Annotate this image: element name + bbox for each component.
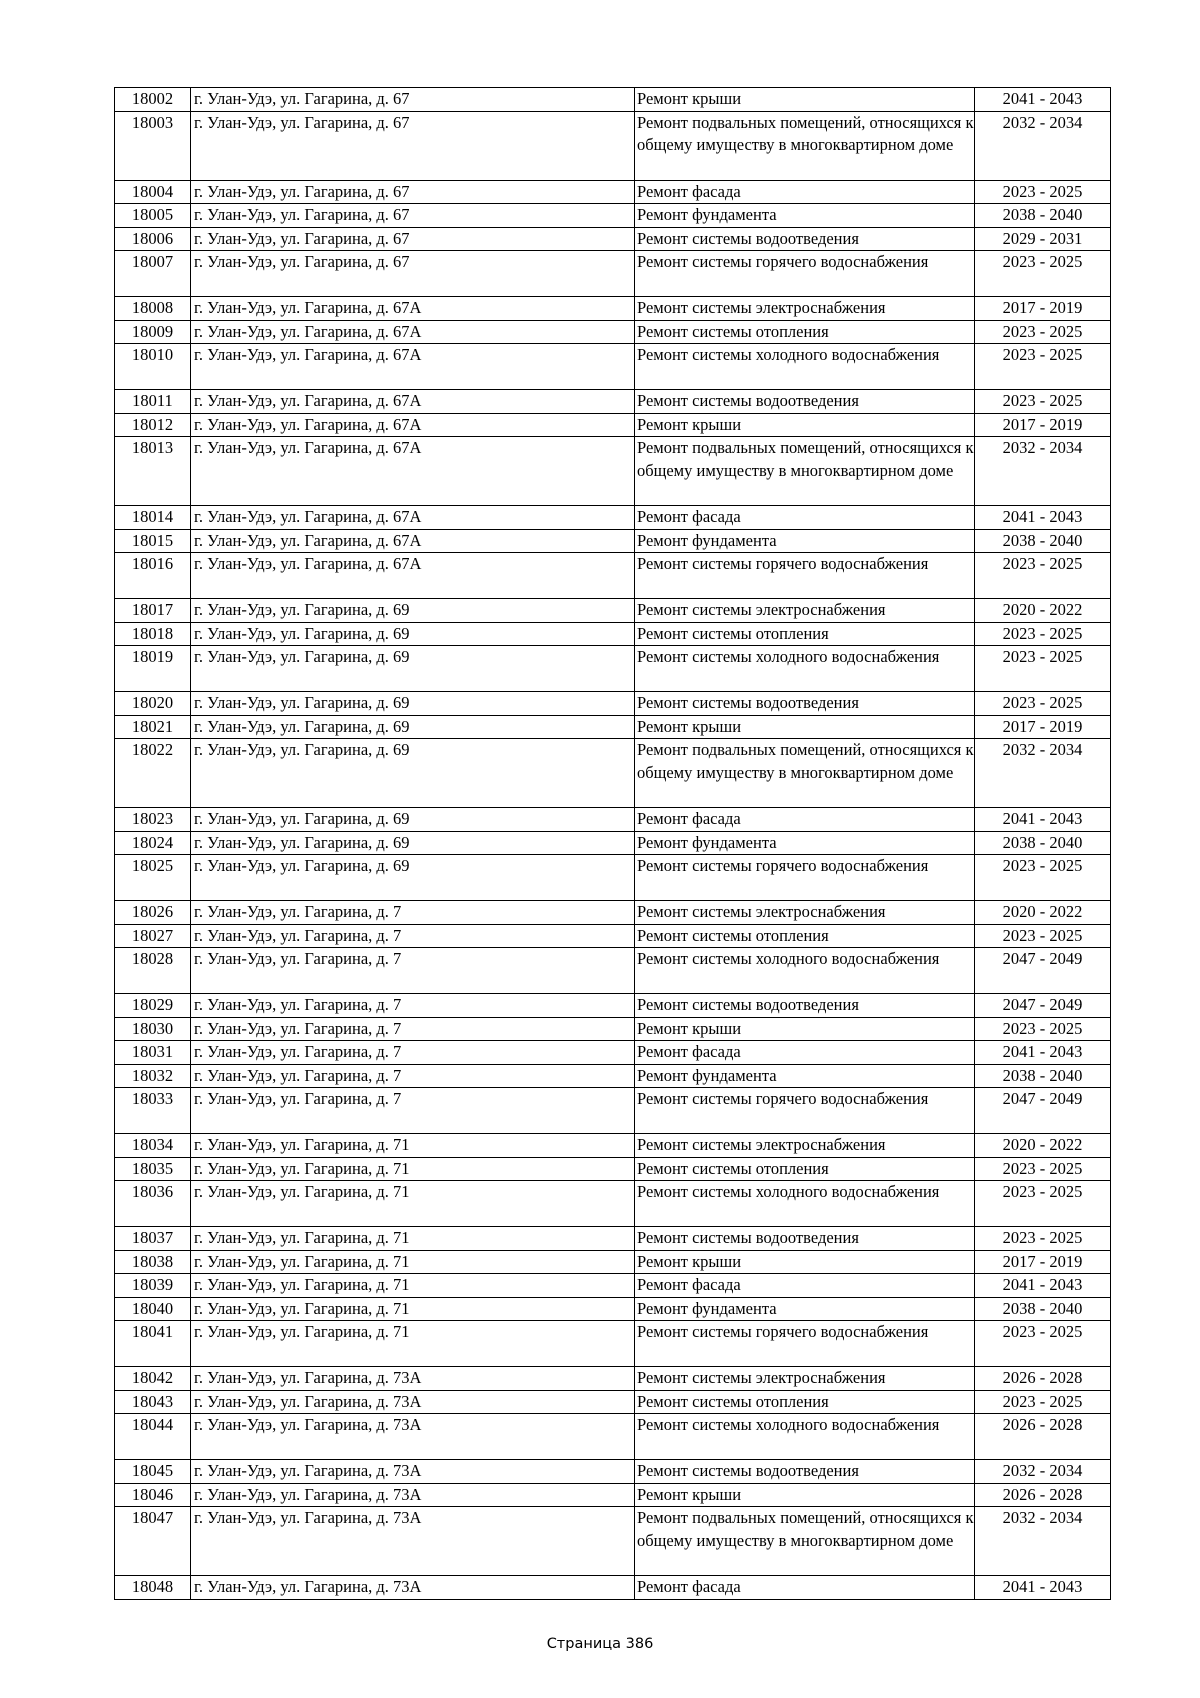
cell-work-type: Ремонт системы холодного водоснабжения bbox=[635, 948, 975, 994]
table-row bbox=[115, 553, 1111, 599]
cell-work-type: Ремонт системы водоотведения bbox=[635, 390, 975, 414]
cell-work-type: Ремонт системы холодного водоснабжения bbox=[635, 1414, 975, 1460]
cell-id: 18019 bbox=[115, 646, 191, 692]
cell-work-type: Ремонт фундамента bbox=[635, 1064, 975, 1088]
cell-work-type: Ремонт фасада bbox=[635, 1576, 975, 1600]
cell-address: г. Улан-Удэ, ул. Гагарина, д. 67 bbox=[191, 227, 635, 251]
cell-id: 18033 bbox=[115, 1088, 191, 1134]
table-row bbox=[115, 88, 1111, 112]
cell-period: 2023 - 2025 bbox=[975, 390, 1111, 414]
cell-address: г. Улан-Удэ, ул. Гагарина, д. 73А bbox=[191, 1576, 635, 1600]
cell-work-type: Ремонт системы отопления bbox=[635, 1157, 975, 1181]
cell-id: 18041 bbox=[115, 1321, 191, 1367]
cell-id: 18008 bbox=[115, 297, 191, 321]
cell-period: 2023 - 2025 bbox=[975, 180, 1111, 204]
table-row bbox=[115, 739, 1111, 808]
cell-id: 18035 bbox=[115, 1157, 191, 1181]
cell-address: г. Улан-Удэ, ул. Гагарина, д. 67 bbox=[191, 204, 635, 228]
cell-id: 18027 bbox=[115, 924, 191, 948]
table-row bbox=[115, 948, 1111, 994]
cell-work-type: Ремонт системы холодного водоснабжения bbox=[635, 344, 975, 390]
table-row bbox=[115, 1134, 1111, 1158]
cell-period: 2023 - 2025 bbox=[975, 344, 1111, 390]
cell-address: г. Улан-Удэ, ул. Гагарина, д. 7 bbox=[191, 1064, 635, 1088]
cell-period: 2032 - 2034 bbox=[975, 1460, 1111, 1484]
table-row bbox=[115, 320, 1111, 344]
cell-period: 2023 - 2025 bbox=[975, 251, 1111, 297]
cell-work-type: Ремонт системы отопления bbox=[635, 622, 975, 646]
cell-work-type: Ремонт фундамента bbox=[635, 831, 975, 855]
cell-period: 2047 - 2049 bbox=[975, 994, 1111, 1018]
cell-address: г. Улан-Удэ, ул. Гагарина, д. 73А bbox=[191, 1367, 635, 1391]
cell-work-type: Ремонт системы горячего водоснабжения bbox=[635, 553, 975, 599]
cell-address: г. Улан-Удэ, ул. Гагарина, д. 67А bbox=[191, 390, 635, 414]
cell-address: г. Улан-Удэ, ул. Гагарина, д. 69 bbox=[191, 622, 635, 646]
cell-id: 18042 bbox=[115, 1367, 191, 1391]
cell-work-type: Ремонт системы горячего водоснабжения bbox=[635, 251, 975, 297]
cell-work-type: Ремонт крыши bbox=[635, 413, 975, 437]
cell-id: 18011 bbox=[115, 390, 191, 414]
cell-period: 2023 - 2025 bbox=[975, 646, 1111, 692]
cell-period: 2038 - 2040 bbox=[975, 529, 1111, 553]
table-row bbox=[115, 529, 1111, 553]
cell-id: 18016 bbox=[115, 553, 191, 599]
cell-work-type: Ремонт фасада bbox=[635, 1274, 975, 1298]
cell-id: 18004 bbox=[115, 180, 191, 204]
cell-id: 18029 bbox=[115, 994, 191, 1018]
cell-id: 18005 bbox=[115, 204, 191, 228]
table-row bbox=[115, 437, 1111, 506]
table-row bbox=[115, 831, 1111, 855]
cell-id: 18043 bbox=[115, 1390, 191, 1414]
cell-id: 18012 bbox=[115, 413, 191, 437]
table-row bbox=[115, 297, 1111, 321]
cell-address: г. Улан-Удэ, ул. Гагарина, д. 71 bbox=[191, 1134, 635, 1158]
cell-id: 18039 bbox=[115, 1274, 191, 1298]
cell-id: 18046 bbox=[115, 1483, 191, 1507]
cell-work-type: Ремонт подвальных помещений, относящихся к общему имуществу в многоквартирном доме bbox=[635, 1507, 975, 1576]
cell-address: г. Улан-Удэ, ул. Гагарина, д. 71 bbox=[191, 1297, 635, 1321]
cell-work-type: Ремонт системы электроснабжения bbox=[635, 901, 975, 925]
cell-address: г. Улан-Удэ, ул. Гагарина, д. 69 bbox=[191, 808, 635, 832]
table-row bbox=[115, 1460, 1111, 1484]
cell-period: 2017 - 2019 bbox=[975, 413, 1111, 437]
cell-id: 18006 bbox=[115, 227, 191, 251]
cell-id: 18002 bbox=[115, 88, 191, 112]
table-row bbox=[115, 1227, 1111, 1251]
cell-period: 2041 - 2043 bbox=[975, 1274, 1111, 1298]
cell-period: 2038 - 2040 bbox=[975, 1064, 1111, 1088]
cell-period: 2029 - 2031 bbox=[975, 227, 1111, 251]
cell-period: 2041 - 2043 bbox=[975, 1041, 1111, 1065]
cell-work-type: Ремонт подвальных помещений, относящихся к общему имуществу в многоквартирном доме bbox=[635, 739, 975, 808]
table-row bbox=[115, 855, 1111, 901]
table-row bbox=[115, 1576, 1111, 1600]
repair-schedule-table bbox=[114, 87, 1111, 1600]
cell-period: 2041 - 2043 bbox=[975, 1576, 1111, 1600]
cell-address: г. Улан-Удэ, ул. Гагарина, д. 67А bbox=[191, 344, 635, 390]
cell-address: г. Улан-Удэ, ул. Гагарина, д. 67 bbox=[191, 111, 635, 180]
cell-period: 2023 - 2025 bbox=[975, 1227, 1111, 1251]
cell-work-type: Ремонт системы электроснабжения bbox=[635, 1367, 975, 1391]
cell-work-type: Ремонт системы холодного водоснабжения bbox=[635, 646, 975, 692]
cell-id: 18014 bbox=[115, 506, 191, 530]
cell-period: 2023 - 2025 bbox=[975, 622, 1111, 646]
cell-period: 2020 - 2022 bbox=[975, 1134, 1111, 1158]
cell-address: г. Улан-Удэ, ул. Гагарина, д. 67А bbox=[191, 529, 635, 553]
cell-id: 18037 bbox=[115, 1227, 191, 1251]
cell-work-type: Ремонт системы отопления bbox=[635, 320, 975, 344]
table-row bbox=[115, 204, 1111, 228]
table-row bbox=[115, 1321, 1111, 1367]
cell-id: 18024 bbox=[115, 831, 191, 855]
table-row bbox=[115, 1297, 1111, 1321]
cell-address: г. Улан-Удэ, ул. Гагарина, д. 67 bbox=[191, 180, 635, 204]
cell-work-type: Ремонт системы водоотведения bbox=[635, 1460, 975, 1484]
table-row bbox=[115, 599, 1111, 623]
cell-period: 2023 - 2025 bbox=[975, 1181, 1111, 1227]
cell-period: 2020 - 2022 bbox=[975, 901, 1111, 925]
cell-period: 2041 - 2043 bbox=[975, 88, 1111, 112]
cell-id: 18017 bbox=[115, 599, 191, 623]
table-row bbox=[115, 646, 1111, 692]
cell-work-type: Ремонт системы водоотведения bbox=[635, 1227, 975, 1251]
cell-id: 18023 bbox=[115, 808, 191, 832]
cell-period: 2032 - 2034 bbox=[975, 437, 1111, 506]
cell-id: 18047 bbox=[115, 1507, 191, 1576]
cell-period: 2023 - 2025 bbox=[975, 1017, 1111, 1041]
cell-id: 18038 bbox=[115, 1250, 191, 1274]
table-row bbox=[115, 251, 1111, 297]
cell-id: 18048 bbox=[115, 1576, 191, 1600]
cell-period: 2023 - 2025 bbox=[975, 692, 1111, 716]
table-body bbox=[115, 88, 1111, 1600]
cell-address: г. Улан-Удэ, ул. Гагарина, д. 73А bbox=[191, 1507, 635, 1576]
table-row bbox=[115, 1041, 1111, 1065]
table-row bbox=[115, 227, 1111, 251]
cell-id: 18020 bbox=[115, 692, 191, 716]
cell-address: г. Улан-Удэ, ул. Гагарина, д. 71 bbox=[191, 1227, 635, 1251]
cell-work-type: Ремонт крыши bbox=[635, 1483, 975, 1507]
cell-period: 2023 - 2025 bbox=[975, 1390, 1111, 1414]
table-row bbox=[115, 1367, 1111, 1391]
cell-address: г. Улан-Удэ, ул. Гагарина, д. 71 bbox=[191, 1157, 635, 1181]
cell-address: г. Улан-Удэ, ул. Гагарина, д. 69 bbox=[191, 646, 635, 692]
cell-address: г. Улан-Удэ, ул. Гагарина, д. 73А bbox=[191, 1390, 635, 1414]
table-row bbox=[115, 1157, 1111, 1181]
cell-period: 2038 - 2040 bbox=[975, 1297, 1111, 1321]
table-row bbox=[115, 344, 1111, 390]
cell-address: г. Улан-Удэ, ул. Гагарина, д. 69 bbox=[191, 855, 635, 901]
cell-work-type: Ремонт фасада bbox=[635, 808, 975, 832]
cell-address: г. Улан-Удэ, ул. Гагарина, д. 69 bbox=[191, 692, 635, 716]
cell-period: 2020 - 2022 bbox=[975, 599, 1111, 623]
cell-id: 18032 bbox=[115, 1064, 191, 1088]
cell-period: 2032 - 2034 bbox=[975, 739, 1111, 808]
cell-id: 18026 bbox=[115, 901, 191, 925]
cell-id: 18010 bbox=[115, 344, 191, 390]
table-row bbox=[115, 1250, 1111, 1274]
cell-address: г. Улан-Удэ, ул. Гагарина, д. 73А bbox=[191, 1483, 635, 1507]
cell-work-type: Ремонт системы электроснабжения bbox=[635, 297, 975, 321]
cell-period: 2047 - 2049 bbox=[975, 1088, 1111, 1134]
cell-id: 18007 bbox=[115, 251, 191, 297]
table-row bbox=[115, 1483, 1111, 1507]
table-row bbox=[115, 1274, 1111, 1298]
cell-work-type: Ремонт фасада bbox=[635, 180, 975, 204]
cell-work-type: Ремонт системы электроснабжения bbox=[635, 1134, 975, 1158]
page-number: Страница 386 bbox=[546, 1636, 654, 1652]
table-row bbox=[115, 1414, 1111, 1460]
cell-id: 18025 bbox=[115, 855, 191, 901]
table-row bbox=[115, 413, 1111, 437]
cell-work-type: Ремонт системы электроснабжения bbox=[635, 599, 975, 623]
cell-work-type: Ремонт системы холодного водоснабжения bbox=[635, 1181, 975, 1227]
table-row bbox=[115, 390, 1111, 414]
table-row bbox=[115, 1390, 1111, 1414]
cell-address: г. Улан-Удэ, ул. Гагарина, д. 7 bbox=[191, 1088, 635, 1134]
table-row bbox=[115, 924, 1111, 948]
cell-id: 18015 bbox=[115, 529, 191, 553]
cell-address: г. Улан-Удэ, ул. Гагарина, д. 67А bbox=[191, 320, 635, 344]
cell-work-type: Ремонт системы водоотведения bbox=[635, 692, 975, 716]
cell-id: 18044 bbox=[115, 1414, 191, 1460]
cell-period: 2041 - 2043 bbox=[975, 506, 1111, 530]
table-row bbox=[115, 1017, 1111, 1041]
cell-address: г. Улан-Удэ, ул. Гагарина, д. 71 bbox=[191, 1250, 635, 1274]
cell-address: г. Улан-Удэ, ул. Гагарина, д. 67А bbox=[191, 437, 635, 506]
cell-address: г. Улан-Удэ, ул. Гагарина, д. 7 bbox=[191, 901, 635, 925]
cell-address: г. Улан-Удэ, ул. Гагарина, д. 69 bbox=[191, 599, 635, 623]
table-row bbox=[115, 622, 1111, 646]
cell-id: 18030 bbox=[115, 1017, 191, 1041]
cell-work-type: Ремонт крыши bbox=[635, 1017, 975, 1041]
table-row bbox=[115, 715, 1111, 739]
cell-id: 18021 bbox=[115, 715, 191, 739]
cell-period: 2026 - 2028 bbox=[975, 1483, 1111, 1507]
cell-id: 18040 bbox=[115, 1297, 191, 1321]
cell-address: г. Улан-Удэ, ул. Гагарина, д. 73А bbox=[191, 1460, 635, 1484]
cell-period: 2023 - 2025 bbox=[975, 320, 1111, 344]
cell-address: г. Улан-Удэ, ул. Гагарина, д. 67А bbox=[191, 506, 635, 530]
cell-address: г. Улан-Удэ, ул. Гагарина, д. 69 bbox=[191, 739, 635, 808]
cell-period: 2032 - 2034 bbox=[975, 1507, 1111, 1576]
cell-address: г. Улан-Удэ, ул. Гагарина, д. 71 bbox=[191, 1181, 635, 1227]
cell-address: г. Улан-Удэ, ул. Гагарина, д. 7 bbox=[191, 948, 635, 994]
cell-period: 2017 - 2019 bbox=[975, 715, 1111, 739]
table-row bbox=[115, 1507, 1111, 1576]
cell-work-type: Ремонт подвальных помещений, относящихся к общему имуществу в многоквартирном доме bbox=[635, 111, 975, 180]
cell-id: 18022 bbox=[115, 739, 191, 808]
table-row bbox=[115, 1088, 1111, 1134]
cell-address: г. Улан-Удэ, ул. Гагарина, д. 71 bbox=[191, 1274, 635, 1298]
cell-period: 2023 - 2025 bbox=[975, 924, 1111, 948]
cell-address: г. Улан-Удэ, ул. Гагарина, д. 67 bbox=[191, 88, 635, 112]
cell-work-type: Ремонт фундамента bbox=[635, 1297, 975, 1321]
cell-period: 2023 - 2025 bbox=[975, 1321, 1111, 1367]
cell-address: г. Улан-Удэ, ул. Гагарина, д. 7 bbox=[191, 1041, 635, 1065]
cell-period: 2026 - 2028 bbox=[975, 1414, 1111, 1460]
cell-address: г. Улан-Удэ, ул. Гагарина, д. 73А bbox=[191, 1414, 635, 1460]
cell-period: 2026 - 2028 bbox=[975, 1367, 1111, 1391]
cell-id: 18031 bbox=[115, 1041, 191, 1065]
cell-address: г. Улан-Удэ, ул. Гагарина, д. 69 bbox=[191, 715, 635, 739]
cell-work-type: Ремонт системы горячего водоснабжения bbox=[635, 855, 975, 901]
cell-period: 2038 - 2040 bbox=[975, 831, 1111, 855]
cell-period: 2023 - 2025 bbox=[975, 855, 1111, 901]
cell-id: 18034 bbox=[115, 1134, 191, 1158]
cell-work-type: Ремонт подвальных помещений, относящихся к общему имуществу в многоквартирном доме bbox=[635, 437, 975, 506]
cell-work-type: Ремонт фасада bbox=[635, 1041, 975, 1065]
table-row bbox=[115, 180, 1111, 204]
cell-period: 2041 - 2043 bbox=[975, 808, 1111, 832]
cell-id: 18003 bbox=[115, 111, 191, 180]
cell-address: г. Улан-Удэ, ул. Гагарина, д. 7 bbox=[191, 1017, 635, 1041]
table-row bbox=[115, 1064, 1111, 1088]
cell-period: 2023 - 2025 bbox=[975, 1157, 1111, 1181]
cell-address: г. Улан-Удэ, ул. Гагарина, д. 69 bbox=[191, 831, 635, 855]
cell-id: 18009 bbox=[115, 320, 191, 344]
cell-work-type: Ремонт системы водоотведения bbox=[635, 227, 975, 251]
cell-work-type: Ремонт системы водоотведения bbox=[635, 994, 975, 1018]
cell-id: 18045 bbox=[115, 1460, 191, 1484]
table-row bbox=[115, 506, 1111, 530]
cell-address: г. Улан-Удэ, ул. Гагарина, д. 7 bbox=[191, 994, 635, 1018]
cell-address: г. Улан-Удэ, ул. Гагарина, д. 67А bbox=[191, 413, 635, 437]
table-row bbox=[115, 1181, 1111, 1227]
cell-work-type: Ремонт крыши bbox=[635, 1250, 975, 1274]
cell-id: 18013 bbox=[115, 437, 191, 506]
table-row bbox=[115, 692, 1111, 716]
cell-address: г. Улан-Удэ, ул. Гагарина, д. 71 bbox=[191, 1321, 635, 1367]
cell-period: 2032 - 2034 bbox=[975, 111, 1111, 180]
table-row bbox=[115, 111, 1111, 180]
cell-period: 2017 - 2019 bbox=[975, 297, 1111, 321]
cell-period: 2047 - 2049 bbox=[975, 948, 1111, 994]
cell-address: г. Улан-Удэ, ул. Гагарина, д. 67 bbox=[191, 251, 635, 297]
cell-work-type: Ремонт системы отопления bbox=[635, 924, 975, 948]
cell-work-type: Ремонт крыши bbox=[635, 88, 975, 112]
cell-work-type: Ремонт фасада bbox=[635, 506, 975, 530]
cell-id: 18036 bbox=[115, 1181, 191, 1227]
cell-work-type: Ремонт фундамента bbox=[635, 529, 975, 553]
cell-work-type: Ремонт фундамента bbox=[635, 204, 975, 228]
table-row bbox=[115, 808, 1111, 832]
cell-period: 2023 - 2025 bbox=[975, 553, 1111, 599]
cell-work-type: Ремонт системы горячего водоснабжения bbox=[635, 1321, 975, 1367]
cell-work-type: Ремонт системы горячего водоснабжения bbox=[635, 1088, 975, 1134]
cell-address: г. Улан-Удэ, ул. Гагарина, д. 7 bbox=[191, 924, 635, 948]
cell-work-type: Ремонт системы отопления bbox=[635, 1390, 975, 1414]
table-row bbox=[115, 901, 1111, 925]
table-row bbox=[115, 994, 1111, 1018]
cell-id: 18028 bbox=[115, 948, 191, 994]
cell-id: 18018 bbox=[115, 622, 191, 646]
cell-period: 2017 - 2019 bbox=[975, 1250, 1111, 1274]
cell-period: 2038 - 2040 bbox=[975, 204, 1111, 228]
cell-address: г. Улан-Удэ, ул. Гагарина, д. 67А bbox=[191, 553, 635, 599]
cell-work-type: Ремонт крыши bbox=[635, 715, 975, 739]
cell-address: г. Улан-Удэ, ул. Гагарина, д. 67А bbox=[191, 297, 635, 321]
